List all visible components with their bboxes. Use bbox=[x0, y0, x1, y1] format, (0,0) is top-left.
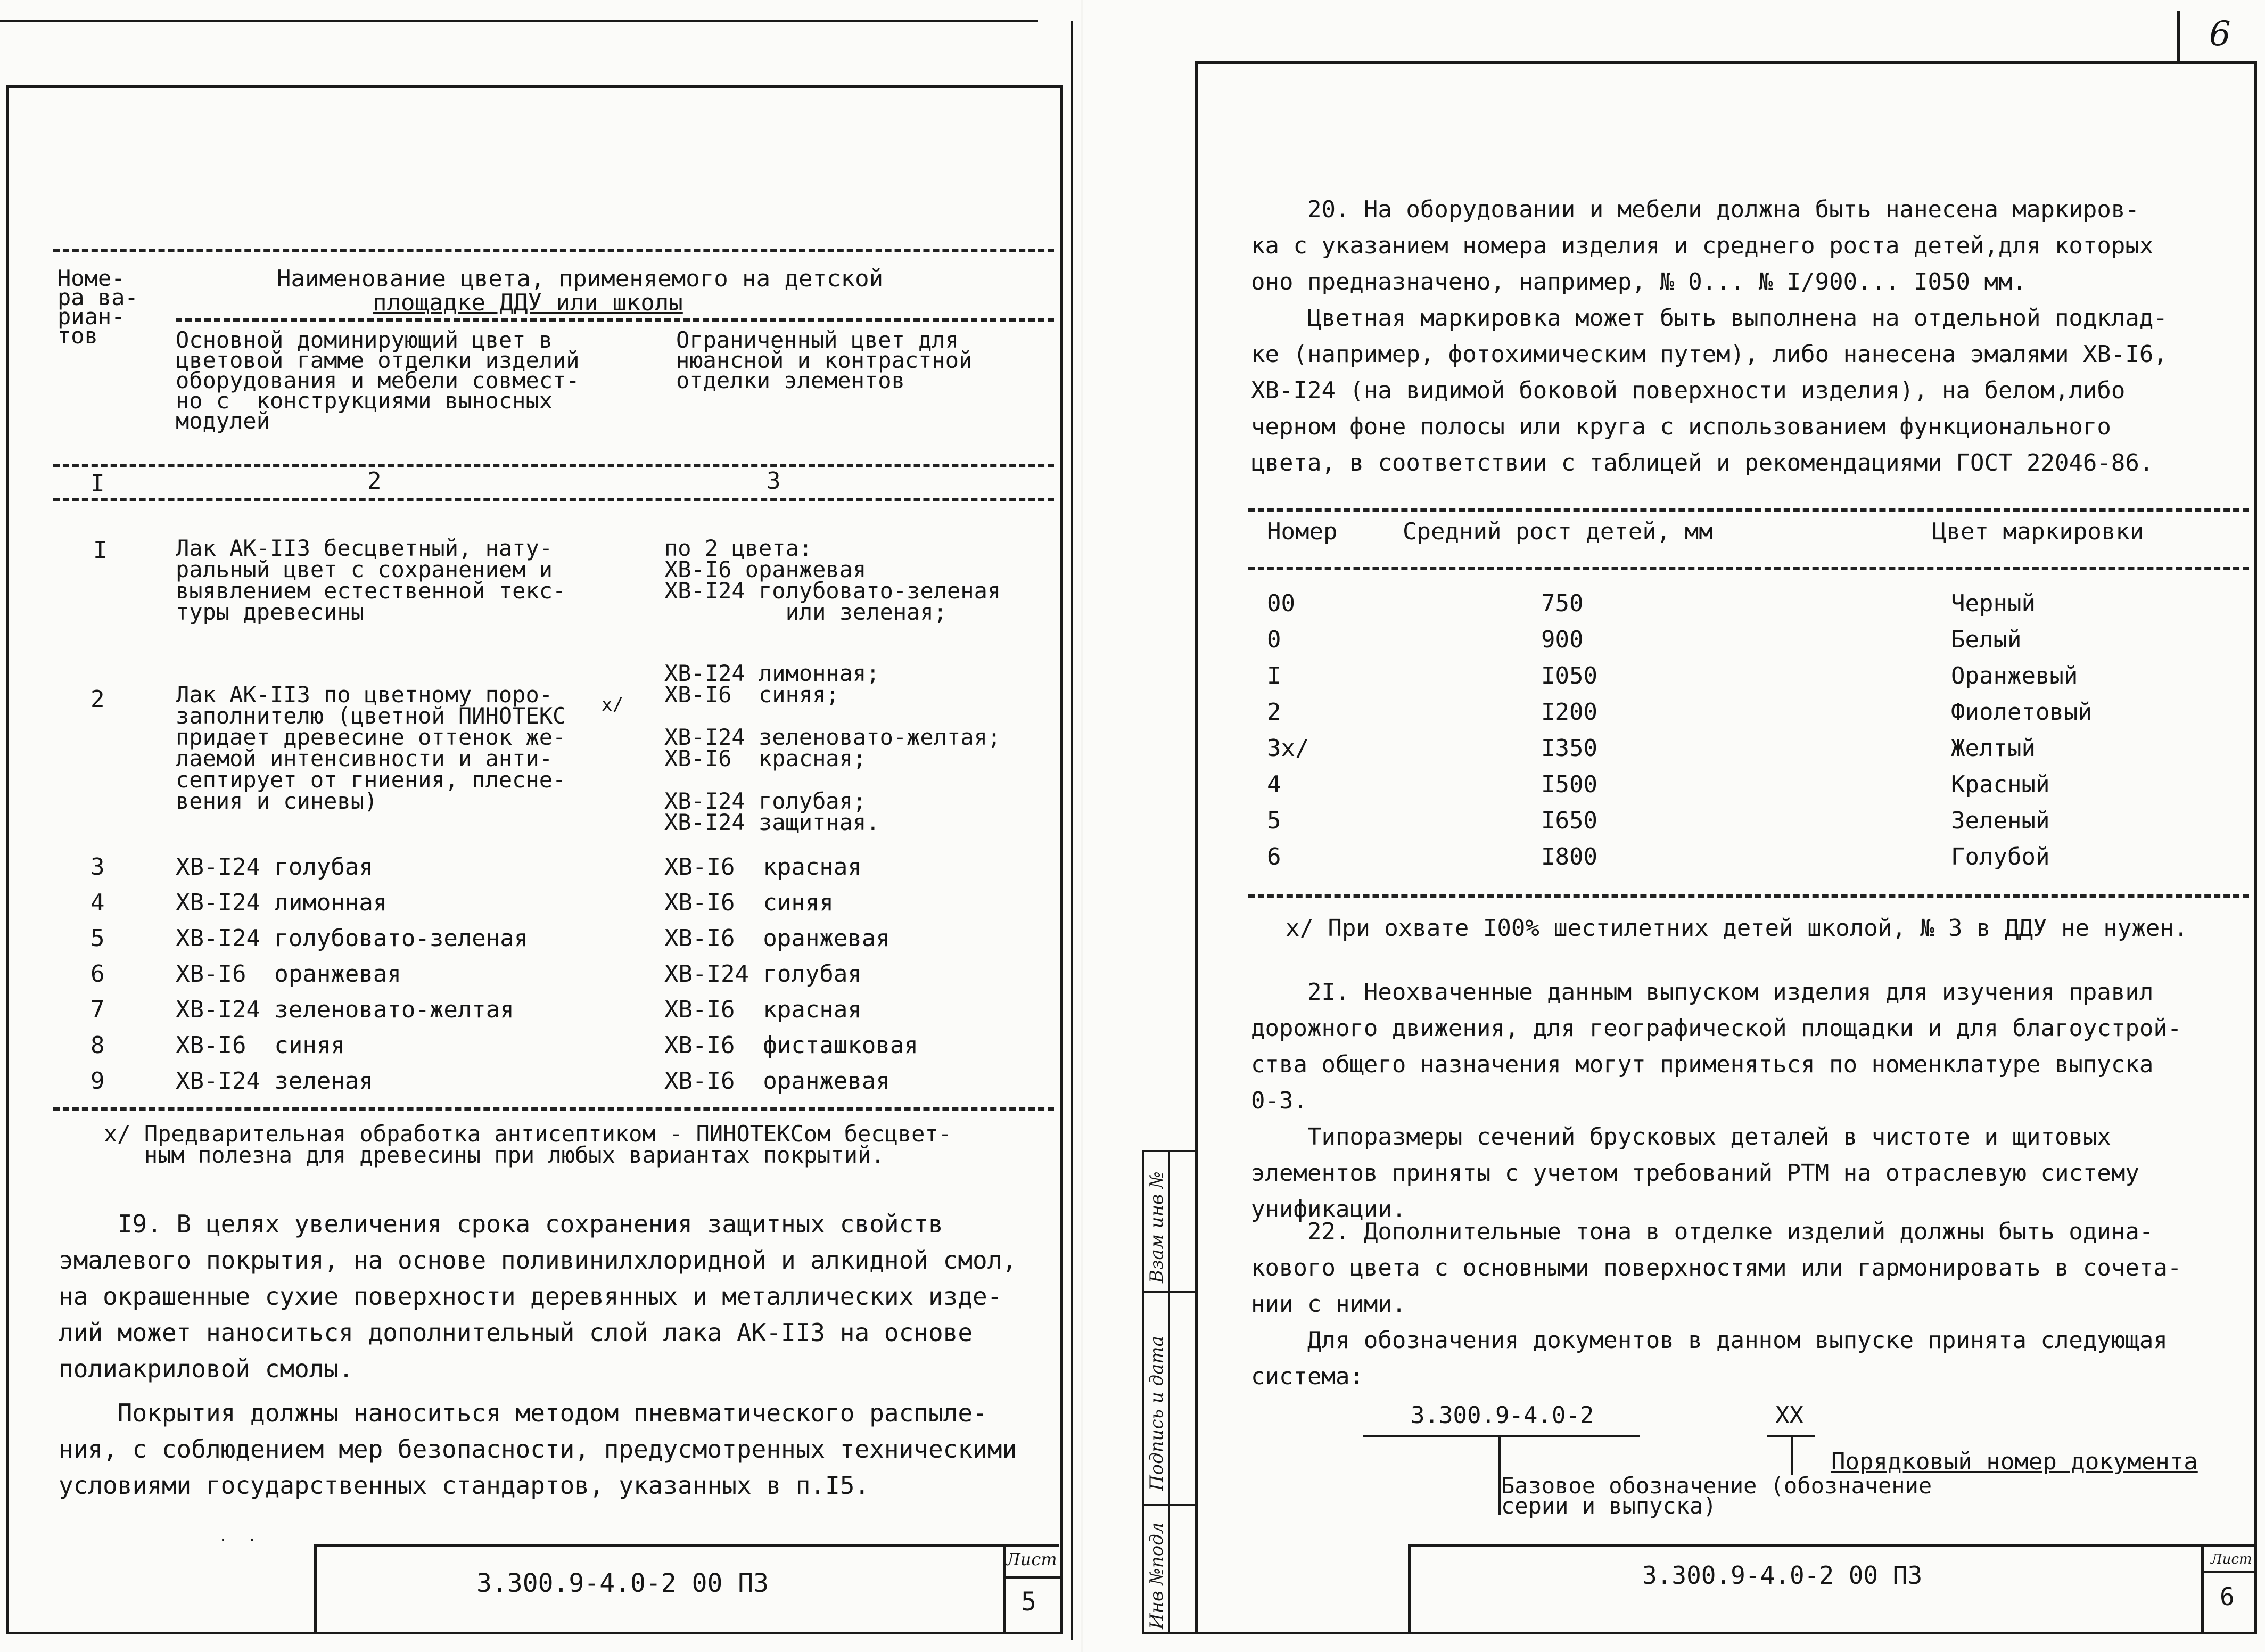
row-height: I350 bbox=[1541, 735, 1597, 762]
title-block-sheet-line bbox=[1003, 1576, 1062, 1579]
header-height: Средний рост детей, мм bbox=[1403, 518, 1713, 545]
row-height: 750 bbox=[1541, 590, 1584, 617]
title-block-left bbox=[1408, 1544, 1411, 1634]
title-block-top bbox=[314, 1544, 1059, 1547]
table-footnote: x/ Предварительная обработка антисептиком - ПИНОТЕКСом бесцвет- ным полезна для древесины при любых вариантах покрытий. bbox=[104, 1121, 952, 1168]
row-number: 3x/ bbox=[1267, 735, 1309, 762]
row-number: 2 bbox=[90, 686, 105, 713]
side-stamp-inner bbox=[1168, 1150, 1170, 1634]
sheet-label: Лист bbox=[2211, 1551, 2252, 1567]
row-number: 6 bbox=[1267, 843, 1281, 870]
base-code: 3.300.9-4.0-2 bbox=[1411, 1402, 1594, 1429]
row-color: Зеленый bbox=[1951, 807, 2050, 834]
base-label: Базовое обозначение (обозначение серии и выпуска) bbox=[1501, 1473, 1932, 1519]
corner-page-number: 6 bbox=[2209, 14, 2231, 54]
table-rule bbox=[1248, 508, 2249, 512]
header-variant-number: Номе- ра ва- риан- тов bbox=[57, 265, 138, 349]
title-block-sheet-sep bbox=[2201, 1544, 2204, 1634]
column-number-2: 2 bbox=[367, 467, 382, 495]
row-color: Фиолетовый bbox=[1951, 698, 2092, 726]
row-main-color: Лак АК-II3 по цветному поро- заполнителю (цветной ПИНОТЕКС придает древесине оттенок же- лаемой интенсивности и анти- септирует от гниения, плесне- вения и синевы) bbox=[176, 681, 566, 814]
row-accent-color: ХВ-I24 голубая bbox=[664, 960, 862, 988]
table-rule bbox=[53, 249, 1054, 252]
corner-number-sep bbox=[2177, 11, 2180, 61]
left-page bbox=[0, 0, 1081, 1652]
row-color: Белый bbox=[1951, 626, 2022, 653]
footnote-mark: x/ bbox=[602, 694, 623, 716]
row-color: Черный bbox=[1951, 590, 2036, 617]
row-number: 3 bbox=[90, 853, 105, 881]
header-accent-color: Ограниченный цвет для нюансной и контрастной отделки элементов bbox=[676, 327, 973, 393]
title-block-left bbox=[314, 1544, 317, 1634]
marking-table-footnote: x/ При охвате I00% шестилетних детей школой, № 3 в ДДУ не нужен. bbox=[1286, 915, 2188, 942]
header-color-name: Наименование цвета, применяемого на детской bbox=[277, 265, 884, 292]
row-height: I500 bbox=[1541, 771, 1597, 798]
row-main-color: ХВ-I24 зеленовато-желтая bbox=[176, 996, 514, 1023]
row-main-color: ХВ-I6 оранжевая bbox=[176, 960, 401, 988]
side-stamp-cell: Инв №подл bbox=[1146, 1522, 1167, 1629]
row-accent-color: ХВ-I6 оранжевая bbox=[664, 1067, 890, 1095]
row-number: 4 bbox=[1267, 771, 1281, 798]
row-number: 00 bbox=[1267, 590, 1295, 617]
header-marking-color: Цвет маркировки bbox=[1932, 518, 2144, 545]
row-number: 7 bbox=[90, 996, 105, 1023]
doc-label: Порядковый номер документа bbox=[1831, 1448, 2198, 1475]
row-color: Оранжевый bbox=[1951, 662, 2078, 689]
top-edge-line bbox=[0, 20, 1038, 22]
row-accent-color: по 2 цвета: ХВ-I6 оранжевая ХВ-I24 голубовато-зеленая или зеленая; bbox=[664, 535, 1001, 625]
table-rule bbox=[176, 318, 1054, 322]
row-color: Красный bbox=[1951, 771, 2050, 798]
row-main-color: ХВ-I24 лимонная bbox=[176, 889, 388, 916]
table-rule bbox=[53, 1107, 1054, 1111]
paragraph-spray: Покрытия должны наноситься методом пневматического распыле- ния, с соблюдением мер безопасности, предусмотренных техническими условиями государственных стандартов, указанных в п.I5. bbox=[59, 1399, 1017, 1500]
column-number-1: I bbox=[90, 470, 105, 497]
row-number: 5 bbox=[1267, 807, 1281, 834]
row-number: 8 bbox=[90, 1032, 105, 1059]
base-code-underline bbox=[1363, 1435, 1640, 1437]
row-accent-color: ХВ-I6 фисташковая bbox=[664, 1032, 918, 1059]
header-color-name-2: площадке ДДУ или школы bbox=[373, 289, 683, 316]
table-rule bbox=[53, 464, 1054, 467]
title-block-top bbox=[1408, 1544, 2257, 1547]
row-accent-color: ХВ-I24 лимонная; ХВ-I6 синяя; ХВ-I24 зеленовато-желтая; ХВ-I6 красная; ХВ-I24 голубая; ХВ-I24 защитная. bbox=[664, 660, 1001, 835]
table-rule bbox=[53, 498, 1054, 501]
row-height: 900 bbox=[1541, 626, 1584, 653]
row-accent-color: ХВ-I6 красная bbox=[664, 853, 862, 881]
row-main-color: Лак АК-II3 бесцветный, нату- ральный цвет с сохранением и выявлением естественной текс- туры древесины bbox=[176, 535, 566, 625]
doc-code: ХХ bbox=[1775, 1402, 1803, 1429]
paragraph-21: 2I. Неохваченные данным выпуском изделия для изучения правил дорожного движения, для географической площадки и для благоустрой- ства общего назначения могут применяться по номенклатуре выпуска 0-3. Типоразмеры сечений брусковых деталей в чистоте и щитовых элементов приняты с учетом требований РТМ на отраслевую систему унификации. bbox=[1251, 979, 2182, 1223]
header-number: Номер bbox=[1267, 518, 1338, 545]
side-stamp-cell: Взам инв № bbox=[1146, 1171, 1167, 1283]
stamp-code: 3.300.9-4.0-2 00 ПЗ bbox=[1642, 1561, 1923, 1590]
paragraph-20: 20. На оборудовании и мебели должна быть нанесена маркиров- ка с указанием номера изделия и среднего роста детей,для которых оно предназначено, например, № 0... № I/900... I050 мм. Цветная маркировка может быть выполнена на отдельной подклад- ке (например, фотохимическим путем), либо нанесена эмалями ХВ-I6, ХВ-I24 (на видимой боковой поверхности изделия), на белом,либо черном фоне полосы или круга с использованием функционального цвета, в соответствии с таблицей и рекомендациями ГОСТ 22046-86. bbox=[1251, 196, 2168, 476]
row-color: Желтый bbox=[1951, 735, 2036, 762]
row-main-color: ХВ-I24 голубовато-зеленая bbox=[176, 925, 529, 952]
side-stamp-cell: Подпись и дата bbox=[1146, 1336, 1167, 1491]
row-accent-color: ХВ-I6 красная bbox=[664, 996, 862, 1023]
sheet-label: Лист bbox=[1006, 1549, 1057, 1569]
doc-code-leader bbox=[1791, 1435, 1793, 1475]
sheet-number: 5 bbox=[1021, 1587, 1036, 1617]
stamp-code: 3.300.9-4.0-2 00 ПЗ bbox=[476, 1568, 769, 1598]
row-height: I200 bbox=[1541, 698, 1597, 726]
row-main-color: ХВ-I24 голубая bbox=[176, 853, 373, 881]
column-number-3: 3 bbox=[767, 467, 781, 495]
row-accent-color: ХВ-I6 синяя bbox=[664, 889, 834, 916]
base-code-leader bbox=[1498, 1435, 1501, 1515]
row-number: 4 bbox=[90, 889, 105, 916]
paragraph-19: I9. В целях увеличения срока сохранения защитных свойств эмалевого покрытия, на основе поливинилхлоридной и алкидной смол, на окрашенные сухие поверхности деревянных и металлических изде- лий может наноситься дополнительный слой лака АК-II3 на основе полиакриловой смолы. bbox=[59, 1210, 1017, 1383]
row-height: I800 bbox=[1541, 843, 1597, 870]
row-color: Голубой bbox=[1951, 843, 2050, 870]
paragraph-22: 22. Дополнительные тона в отделке изделий должны быть одина- кового цвета с основными поверхностями или гармонировать в сочета- нии с ними. Для обозначения документов в данном выпуске принята следующая система: bbox=[1251, 1218, 2182, 1390]
table-rule bbox=[1248, 567, 2249, 570]
table-rule bbox=[1248, 894, 2249, 898]
sheet-number: 6 bbox=[2220, 1582, 2235, 1611]
row-main-color: ХВ-I6 синяя bbox=[176, 1032, 345, 1059]
row-number: I bbox=[93, 537, 108, 564]
row-number: 9 bbox=[90, 1067, 105, 1095]
row-number: 2 bbox=[1267, 698, 1281, 726]
row-number: I bbox=[1267, 662, 1281, 689]
row-height: I650 bbox=[1541, 807, 1597, 834]
row-number: 0 bbox=[1267, 626, 1281, 653]
row-accent-color: ХВ-I6 оранжевая bbox=[664, 925, 890, 952]
row-number: 5 bbox=[90, 925, 105, 952]
page-gutter-line bbox=[1071, 21, 1073, 1640]
header-main-color: Основной доминирующий цвет в цветовой гамме отделки изделий оборудования и мебели совмест- но с конструкциями выносных модулей bbox=[176, 327, 580, 434]
right-page bbox=[1083, 0, 2265, 1652]
edge-marks: · · bbox=[218, 1531, 257, 1550]
row-height: I050 bbox=[1541, 662, 1597, 689]
row-number: 6 bbox=[90, 960, 105, 988]
row-main-color: ХВ-I24 зеленая bbox=[176, 1067, 373, 1095]
